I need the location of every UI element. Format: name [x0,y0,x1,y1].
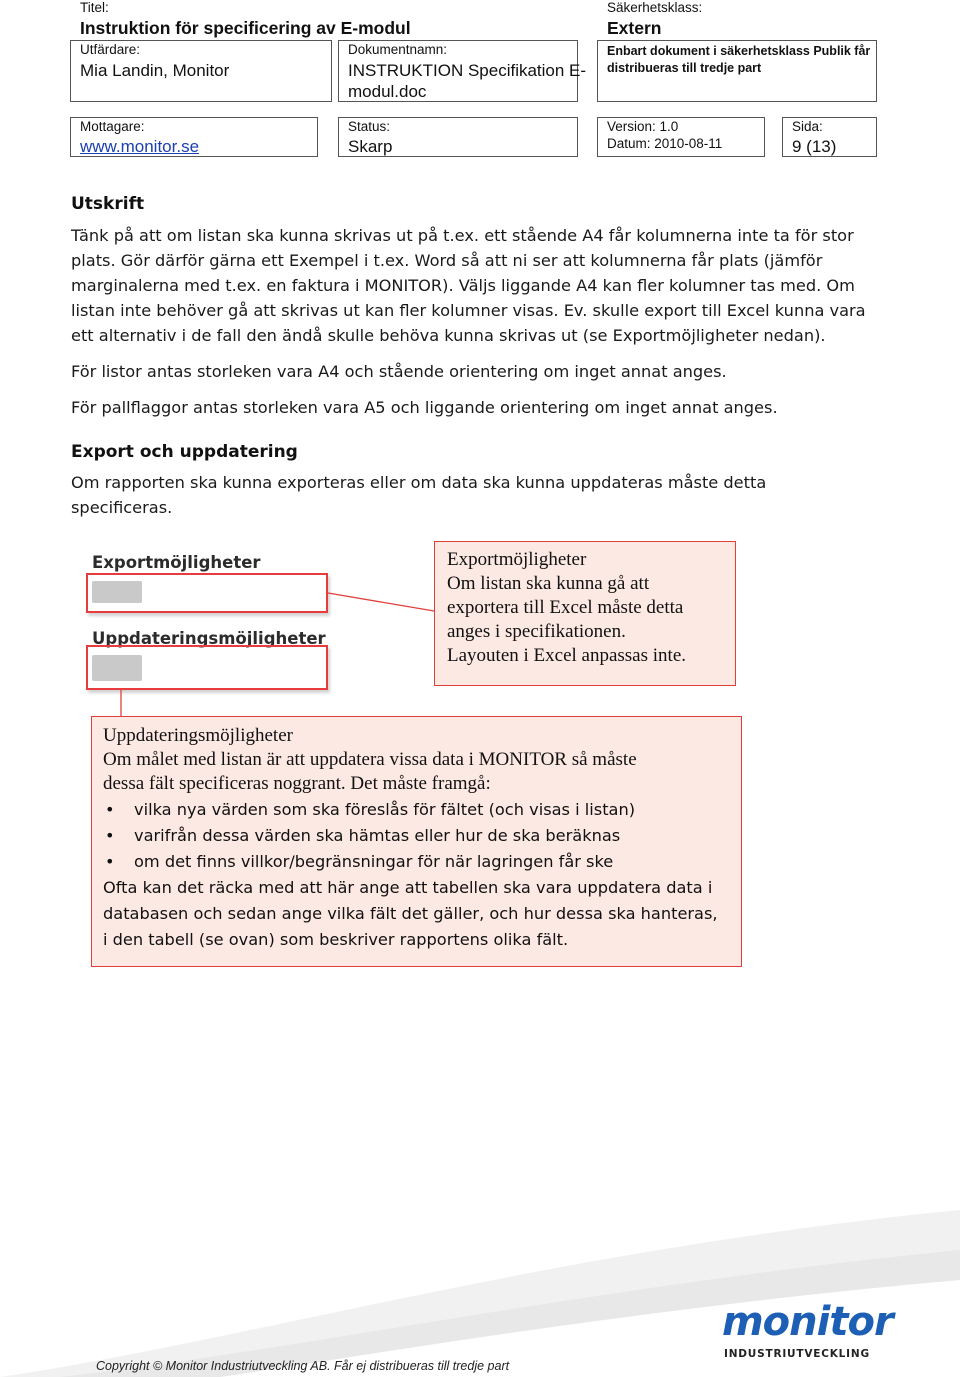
logo-wordmark: monitor [722,1299,893,1345]
export-callout-line: Om listan ska kunna gå att [447,573,650,594]
print-paragraph-3: För pallflaggor antas storleken vara A5 och liggande orientering om inget annat anges. [71,398,778,417]
print-p1-line: ett alternativ i de fall den ändå skulle behöva kunna skrivas ut (se Exportmöjligheter nedan). [71,326,826,345]
date-label: Datum: 2010-08-11 [607,136,723,151]
footer-copyright: Copyright © Monitor Industriutveckling AB. Får ej distribueras till tredje part [96,1359,510,1373]
security-value: Extern [607,18,662,38]
update-tail-line: databasen och sedan ange vilka fält det gäller, och hur dessa ska hanteras, [103,904,718,923]
document-title: Instruktion för specificering av E-modul [80,18,411,38]
export-connector-line [328,593,434,611]
export-callout-line: Layouten i Excel anpassas inte. [447,645,687,666]
status-value: Skarp [348,137,393,156]
recipient-label: Mottagare: [80,119,145,134]
status-label: Status: [348,119,391,134]
update-callout-title: Uppdateringsmöjligheter [103,725,293,746]
security-note-line2: distribueras till tredje part [607,61,762,75]
docname-label: Dokumentnamn: [348,42,448,57]
security-label: Säkerhetsklass: [607,0,703,15]
screenshot-update-label: Uppdateringsmöjligheter [92,629,326,648]
print-p1-line: Tänk på att om listan ska kunna skrivas ut på t.ex. ett stående A4 får kolumnerna inte ta för stor [71,226,854,245]
list-item [103,849,635,875]
bullet-text: varifrån dessa värden ska hämtas eller hur de ska beräknas [134,826,621,845]
page-number: 9 (13) [792,137,837,156]
print-p1-line: listan inte behöver gå att skrivas ut kan fler kolumner visas. Ev. skulle export till Excel kunna vara [71,301,866,320]
update-callout-tail [103,875,718,953]
docname-value-line1: INSTRUKTION Specifikation E- [348,61,587,80]
update-tail-line: Ofta kan det räcka med att här ange att tabellen ska vara uppdatera data i [103,878,713,897]
bullet-text: om det finns villkor/begränsningar för när lagringen får ske [134,852,614,871]
export-callout-title: Exportmöjligheter [447,549,587,570]
update-callout [91,716,742,967]
recipient-link[interactable]: www.monitor.se [80,137,200,156]
export-callout [434,541,736,686]
update-callout-line2: dessa fält specificeras noggrant. Det måste framgå: [103,773,491,794]
update-tail-line: i den tabell (se ovan) som beskriver rapportens olika fält. [103,930,569,949]
bullet-icon: • [105,800,115,819]
list-item [103,823,635,849]
list-item [103,797,635,823]
issuer-label: Utfärdare: [80,42,141,57]
bullet-icon: • [105,852,115,871]
export-heading: Export och uppdatering [71,442,298,462]
docname-value-line2: modul.doc [348,82,427,101]
export-callout-line: anges i specifikationen. [447,621,626,642]
print-p1-line: marginalerna med t.ex. en faktura i MONITOR). Väljs liggande A4 kan fler kolumner tas med. Om [71,276,855,295]
print-heading: Utskrift [71,194,145,214]
update-callout-line1: Om målet med listan är att uppdatera vissa data i MONITOR så måste [103,749,637,770]
update-callout-bullet-list [103,797,635,875]
security-note-line1: Enbart dokument i säkerhetsklass Publik får [607,44,871,58]
monitor-logo [722,1299,893,1365]
logo-subtitle: INDUSTRIUTVECKLING [724,1348,870,1360]
export-paragraph-line2: specificeras. [71,498,173,517]
print-p1-line: plats. Gör därför gärna ett Exempel i t.ex. Word så att ni ser att kolumnerna får plats (jämför [71,251,823,270]
page-label: Sida: [792,119,823,134]
export-callout-line: exportera till Excel måste detta [447,597,684,618]
title-label: Titel: [80,0,109,15]
issuer-value: Mia Landin, Monitor [80,61,230,80]
bullet-text: vilka nya värden som ska föreslås för fältet (och visas i listan) [134,800,636,819]
version-label: Version: 1.0 [607,119,679,134]
print-paragraph-2: För listor antas storleken vara A4 och stående orientering om inget annat anges. [71,362,727,381]
bullet-icon: • [105,826,115,845]
export-paragraph-line1: Om rapporten ska kunna exporteras eller om data ska kunna uppdateras måste detta [71,473,767,492]
screenshot-export-label: Exportmöjligheter [92,553,261,572]
